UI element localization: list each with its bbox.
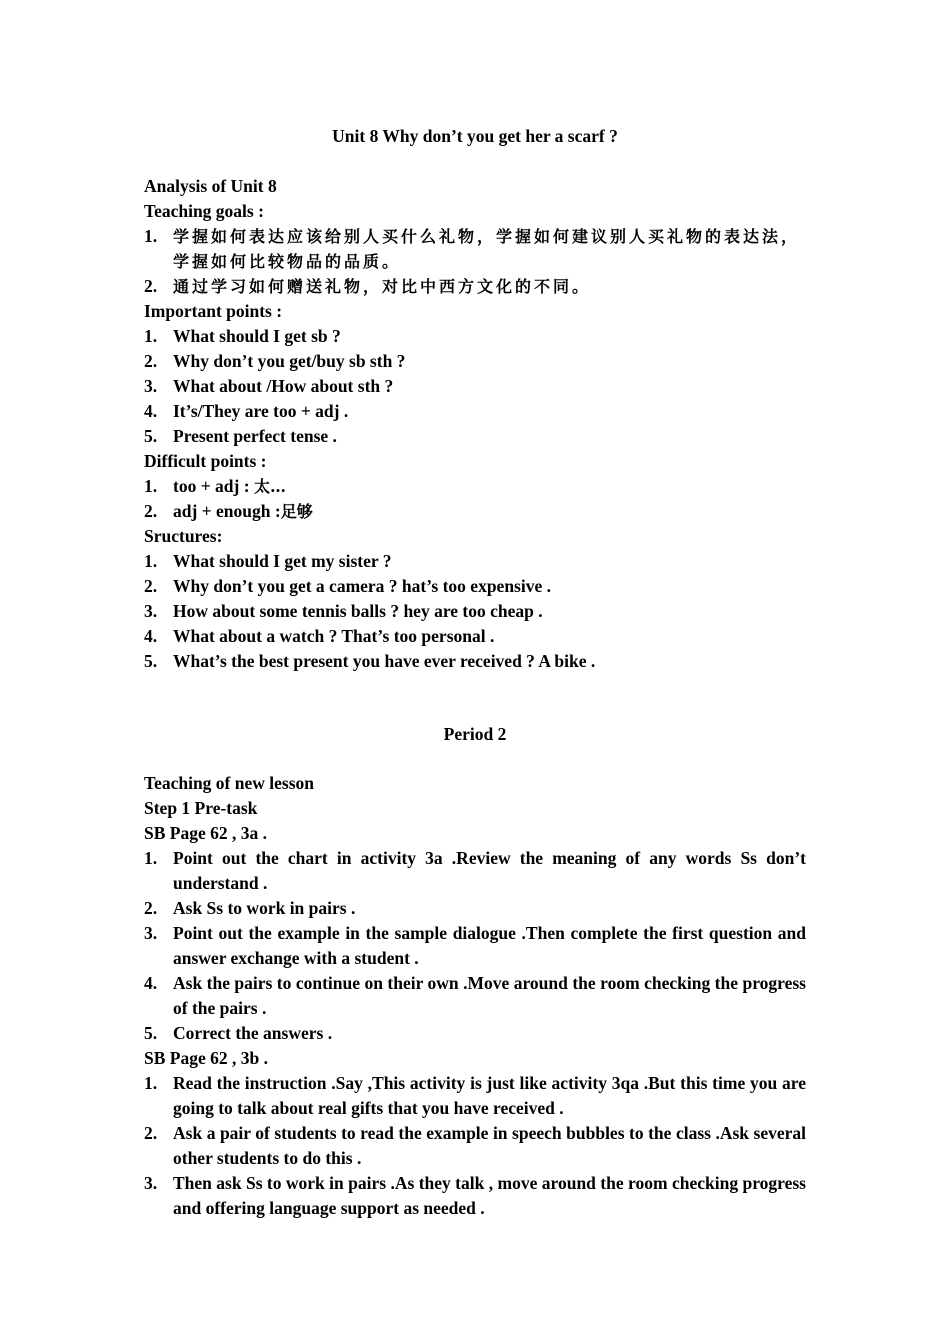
item-text: What should I get my sister ?: [173, 551, 392, 571]
item-text: It’s/They are too + adj .: [173, 401, 349, 421]
item-number: 3.: [144, 1173, 158, 1193]
item-text: Correct the answers .: [173, 1023, 333, 1043]
item-chinese-gloss: 足够: [280, 502, 313, 521]
item-text: How about some tennis balls ? hey are too cheap .: [173, 601, 543, 621]
part-a-item: [144, 1021, 806, 1046]
item-text: Ask a pair of students to read the example in speech bubbles to the class .Ask several other students to do this .: [173, 1123, 806, 1168]
part-a-item: [144, 921, 806, 971]
item-number: 3.: [144, 923, 158, 943]
item-number: 3.: [144, 601, 158, 621]
structure-item: [144, 624, 806, 649]
item-text: Why don’t you get/buy sb sth ?: [173, 351, 406, 371]
item-number: 3.: [144, 376, 158, 396]
structure-item: [144, 549, 806, 574]
important-point-item: [144, 399, 806, 424]
item-number: 5.: [144, 651, 158, 671]
important-point-item: [144, 424, 806, 449]
item-number: 1.: [144, 848, 158, 868]
part-b-item: [144, 1171, 806, 1221]
item-text: 通过学习如何赠送礼物，对比中西方文化的不同。: [173, 277, 592, 296]
step-heading: Step 1 Pre-task: [144, 798, 258, 818]
part-a-item: [144, 846, 806, 896]
item-text: What’s the best present you have ever received ? A bike .: [173, 651, 596, 671]
item-text: What about a watch ? That’s too personal .: [173, 626, 495, 646]
teaching-goal-item: [144, 224, 806, 274]
item-text: What should I get sb ?: [173, 326, 341, 346]
document-title: Unit 8 Why don’t you get her a scarf ?: [332, 126, 618, 146]
item-number: 1.: [144, 1073, 158, 1093]
structure-item: [144, 574, 806, 599]
important-point-item: [144, 324, 806, 349]
lesson-heading: Teaching of new lesson: [144, 773, 315, 793]
item-text: Ask Ss to work in pairs .: [173, 898, 356, 918]
structure-item: [144, 649, 806, 674]
item-text: adj + enough :: [173, 501, 281, 521]
structure-item: [144, 599, 806, 624]
item-number: 1.: [144, 551, 158, 571]
difficult-point-item: [144, 499, 806, 524]
difficult-point-item: [144, 474, 806, 499]
period-heading: Period 2: [443, 724, 507, 744]
analysis-heading: Analysis of Unit 8: [144, 176, 277, 196]
item-number: 2.: [144, 898, 158, 918]
unit-analysis-section: [144, 174, 806, 674]
item-number: 5.: [144, 1023, 158, 1043]
part-b-item: [144, 1071, 806, 1121]
lesson-section: [144, 771, 806, 1221]
item-number: 1.: [144, 226, 158, 246]
item-number: 4.: [144, 626, 158, 646]
item-text: Why don’t you get a camera ? hat’s too expensive .: [173, 576, 552, 596]
item-text: Present perfect tense .: [173, 426, 337, 446]
item-number: 2.: [144, 276, 158, 296]
item-number: 2.: [144, 1123, 158, 1143]
item-text: 学握如何表达应该给别人买什么礼物，学握如何建议别人买礼物的表达法，学握如何比较物品的品质。: [173, 227, 801, 271]
part-b-item: [144, 1121, 806, 1171]
important-point-item: [144, 349, 806, 374]
item-text: Ask the pairs to continue on their own .Move around the room checking the progress of the pairs .: [173, 973, 806, 1018]
difficult-points-heading: Difficult points :: [144, 451, 267, 471]
item-text: Read the instruction .Say ,This activity is just like activity 3qa .But this time you are going to talk about real gifts that you have received .: [173, 1073, 806, 1118]
item-number: 2.: [144, 351, 158, 371]
item-text: Point out the example in the sample dialogue .Then complete the first question and answer exchange with a student .: [173, 923, 806, 968]
item-number: 4.: [144, 401, 158, 421]
teaching-goal-item: [144, 274, 806, 299]
item-chinese-gloss: 太…: [253, 477, 286, 496]
item-number: 5.: [144, 426, 158, 446]
item-text: Point out the chart in activity 3a .Review the meaning of any words Ss don’t understand .: [173, 848, 806, 893]
part-b-heading: SB Page 62 , 3b .: [144, 1048, 268, 1068]
part-a-item: [144, 971, 806, 1021]
teaching-goals-heading: Teaching goals :: [144, 201, 264, 221]
item-number: 2.: [144, 576, 158, 596]
item-text: What about /How about sth ?: [173, 376, 394, 396]
item-text: Then ask Ss to work in pairs .As they talk , move around the room checking progress and offering language support as needed .: [173, 1173, 806, 1218]
part-a-heading: SB Page 62 , 3a .: [144, 823, 267, 843]
item-number: 1.: [144, 326, 158, 346]
important-points-heading: Important points :: [144, 301, 283, 321]
structures-heading: Sructures:: [144, 526, 223, 546]
item-number: 1.: [144, 476, 158, 496]
important-point-item: [144, 374, 806, 399]
item-number: 4.: [144, 973, 158, 993]
part-a-item: [144, 896, 806, 921]
item-text: too + adj :: [173, 476, 254, 496]
item-number: 2.: [144, 501, 158, 521]
